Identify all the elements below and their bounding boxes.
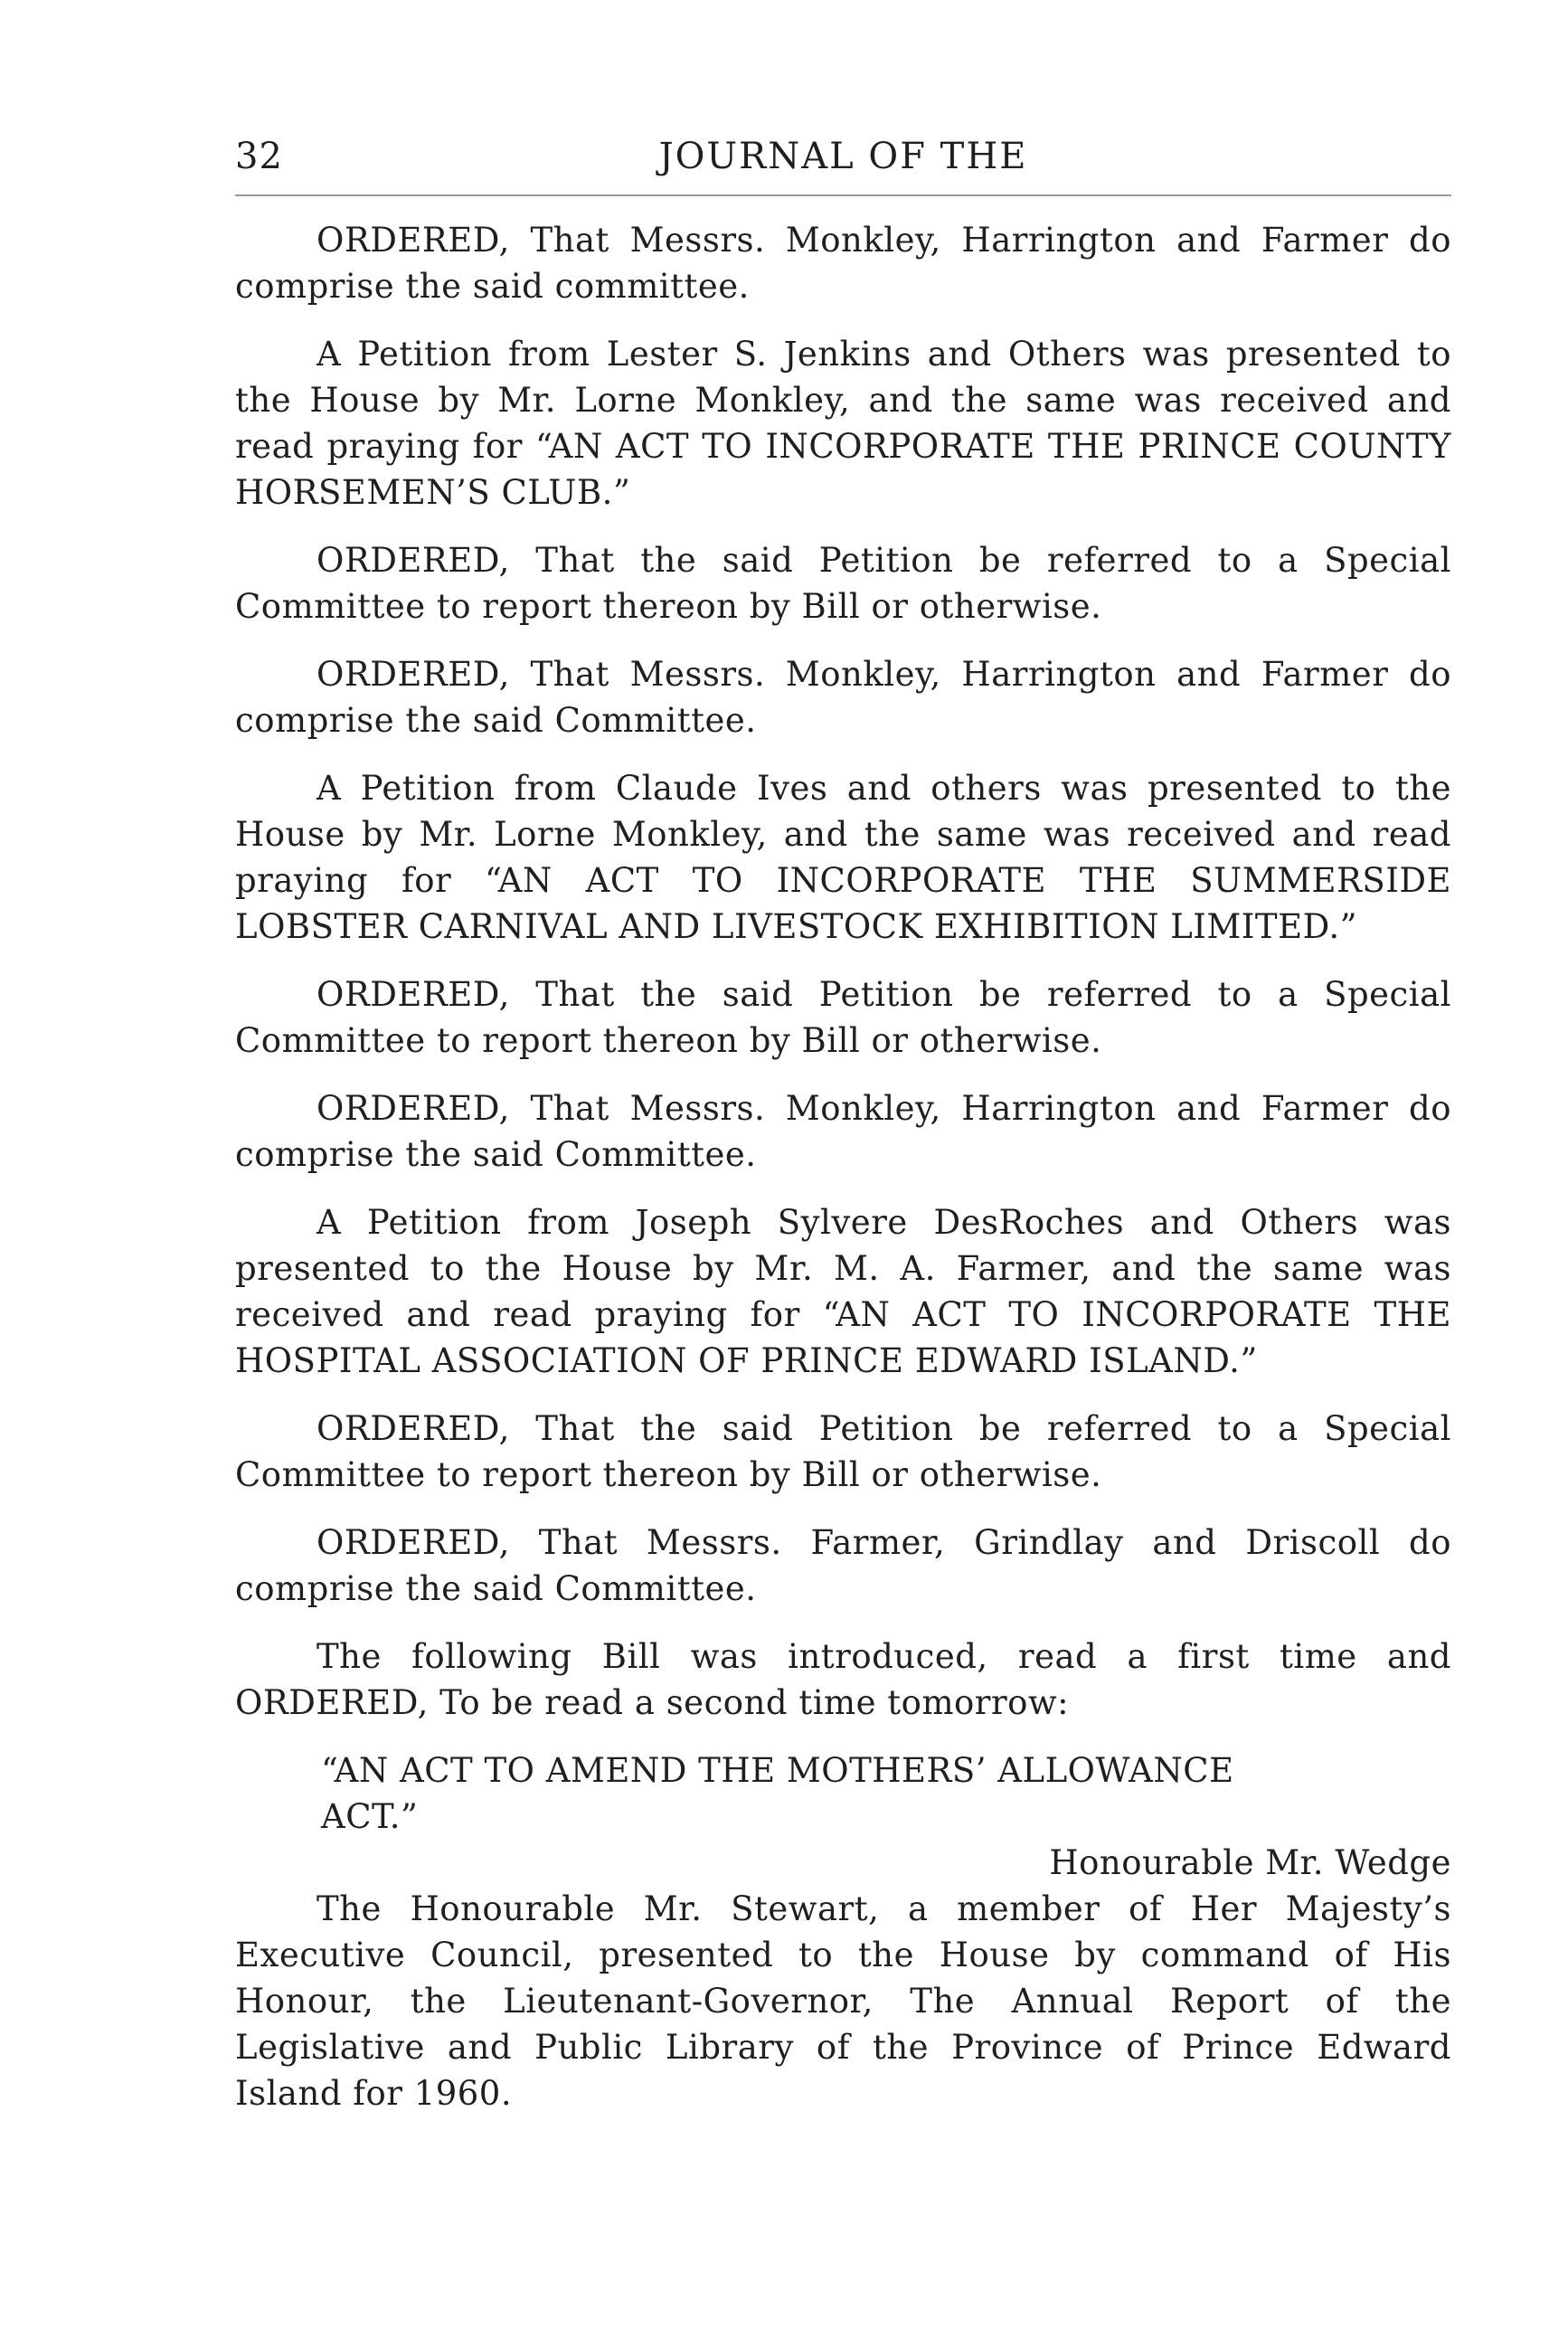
ordered-referral-paragraph: ORDERED, That the said Petition be referred to a Special Committee to report thereon by Bill or otherwise. — [235, 1409, 1451, 1494]
annual-report-paragraph: The Honourable Mr. Stewart, a member of Her Majesty’s Executive Council, presented to the House by command of His Honour, the Lieutenant-Governor, The Annual Report of the Legislative and Public Library of the Province of Prince Edward Island for 1960. — [235, 1889, 1451, 2113]
header-rule — [235, 194, 1451, 196]
bill-sponsor: Honourable Mr. Wedge — [1049, 1843, 1451, 1882]
petition-horsemen-club-paragraph: A Petition from Lester S. Jenkins and Others was presented to the House by Mr. Lorne Monkley, and the same was received and read praying for “AN ACT TO INCORPORATE THE PRINCE COUNTY HORSEMEN’S CLUB.” — [235, 335, 1451, 512]
page-number: 32 — [235, 136, 283, 177]
bill-introduced-paragraph: The following Bill was introduced, read a first time and ORDERED, To be read a second time tomorrow: — [235, 1637, 1451, 1722]
bill-title: “AN ACT TO AMEND THE MOTHERS’ ALLOWANCE ACT.” — [321, 1751, 1234, 1836]
ordered-referral-paragraph: ORDERED, That the said Petition be referred to a Special Committee to report thereon by Bill or otherwise. — [235, 541, 1451, 626]
page-header — [235, 136, 1451, 190]
petition-hospital-association-paragraph: A Petition from Joseph Sylvere DesRoches and Others was presented to the House by Mr. M. A. Farmer, and the same was received and read praying for “AN ACT TO INCORPORATE THE HOSPITAL ASSOCIATION OF PRINCE EDWARD ISLAND.” — [235, 1203, 1451, 1380]
ordered-committee-paragraph: ORDERED, That Messrs. Monkley, Harrington and Farmer do comprise the said Committee. — [235, 1089, 1451, 1174]
ordered-committee-paragraph: ORDERED, That Messrs. Monkley, Harrington and Farmer do comprise the said committee. — [235, 221, 1451, 306]
ordered-referral-paragraph: ORDERED, That the said Petition be referred to a Special Committee to report thereon by Bill or otherwise. — [235, 975, 1451, 1060]
journal-body — [235, 217, 1451, 2138]
petition-lobster-carnival-paragraph: A Petition from Claude Ives and others was presented to the House by Mr. Lorne Monkley, and the same was received and read praying for “AN ACT TO INCORPORATE THE SUMMERSIDE LOBSTER CARNIVAL AND LIVESTOCK EXHIBITION LIMITED.” — [235, 769, 1451, 946]
ordered-committee-paragraph: ORDERED, That Messrs. Monkley, Harrington and Farmer do comprise the said Committee. — [235, 655, 1451, 740]
running-head-title: JOURNAL OF THE — [658, 136, 1028, 177]
ordered-committee-paragraph: ORDERED, That Messrs. Farmer, Grindlay and Driscoll do comprise the said Committee. — [235, 1523, 1451, 1608]
